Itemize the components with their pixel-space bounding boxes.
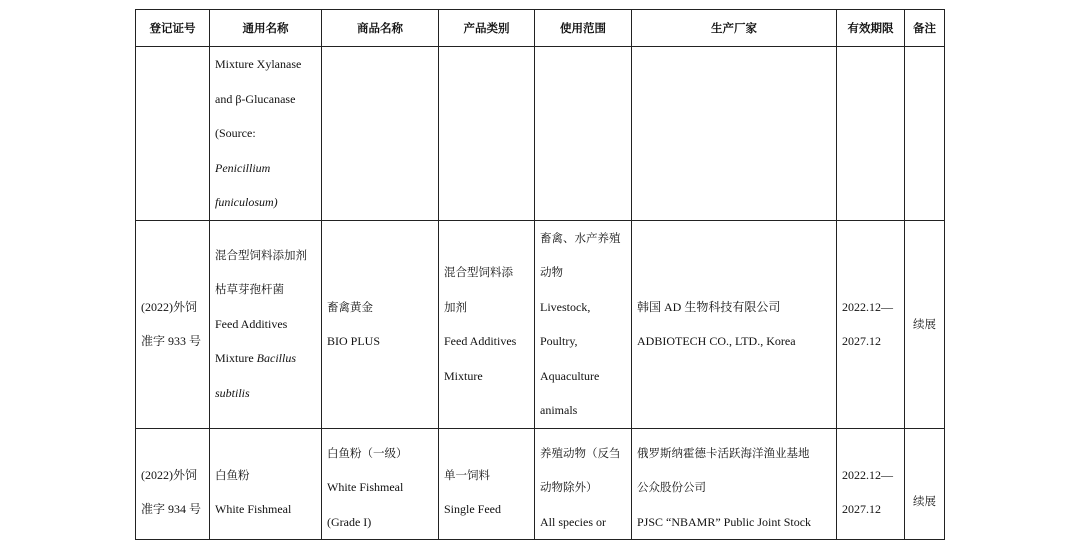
cell-scope xyxy=(535,428,632,540)
scope-line: All species or xyxy=(540,514,606,529)
cell-trade-name xyxy=(322,428,439,540)
reg-no-line: (2022)外饲 xyxy=(141,467,197,482)
generic-name-line xyxy=(215,185,316,220)
scope-line: Poultry, xyxy=(540,334,578,348)
cell-trade-name xyxy=(322,47,439,221)
generic-name-line: Feed Additives xyxy=(215,316,288,331)
header-reg-no: 登记证号 xyxy=(136,10,210,47)
generic-name-line: Mixture Xylanase xyxy=(215,57,302,71)
generic-name-line: 混合型饲料添加剂 xyxy=(215,247,307,262)
category-line: 单一饲料 xyxy=(444,467,490,482)
cell-manufacturer xyxy=(632,47,837,221)
trade-name-line: BIO PLUS xyxy=(327,334,381,348)
scope-line: 动物 xyxy=(540,265,563,279)
category-line: Feed Additives xyxy=(444,334,517,348)
cell-category xyxy=(439,428,535,540)
cell-scope xyxy=(535,47,632,221)
trade-name-line: 白鱼粉（一级） xyxy=(327,445,408,460)
cell-generic-name xyxy=(210,220,322,428)
validity-line: 2022.12— xyxy=(842,467,893,482)
scope-line: 动物除外） xyxy=(540,480,598,494)
cell-trade-name xyxy=(322,220,439,428)
cell-validity xyxy=(837,220,905,428)
trade-name-line: (Grade I) xyxy=(327,514,372,529)
reg-no-line: 准字 934 号 xyxy=(141,502,202,517)
trade-name-line: 畜禽黄金 xyxy=(327,299,373,314)
header-category: 产品类别 xyxy=(439,10,535,47)
generic-name-line: 枯草芽孢杆菌 xyxy=(215,282,284,297)
cell-generic-name xyxy=(210,47,322,221)
cell-generic-name xyxy=(210,428,322,540)
scope-line: 畜禽、水产养殖 xyxy=(540,230,621,245)
scope-line: 养殖动物（反刍 xyxy=(540,445,621,460)
header-manufacturer: 生产厂家 xyxy=(632,10,837,47)
category-line: 混合型饲料添 xyxy=(444,265,513,279)
header-row xyxy=(136,10,945,47)
trade-name-line: White Fishmeal xyxy=(327,480,404,494)
registration-table xyxy=(135,9,945,540)
header-remark: 备注 xyxy=(905,10,945,47)
manufacturer-line: PJSC “NBAMR” Public Joint Stock xyxy=(637,514,812,529)
table-row xyxy=(136,220,945,428)
header-trade-name: 商品名称 xyxy=(322,10,439,47)
scope-line: Aquaculture xyxy=(540,368,600,383)
cell-category xyxy=(439,220,535,428)
generic-name-line: and β-Glucanase xyxy=(215,91,296,106)
generic-name-italic: funiculosum) xyxy=(215,195,278,209)
manufacturer-line: 公众股份公司 xyxy=(637,480,706,494)
cell-remark xyxy=(905,428,945,540)
scope-line: animals xyxy=(540,403,578,417)
reg-no-line: (2022)外饲 xyxy=(141,299,197,314)
cell-reg-no xyxy=(136,220,210,428)
generic-name-line: (Source: xyxy=(215,126,256,140)
category-line: Mixture xyxy=(444,368,483,383)
cell-manufacturer xyxy=(632,220,837,428)
cell-remark xyxy=(905,47,945,221)
cell-validity xyxy=(837,428,905,540)
scope-line: Livestock, xyxy=(540,299,591,314)
cell-manufacturer xyxy=(632,428,837,540)
generic-name-line: subtilis xyxy=(215,385,250,400)
reg-no-line: 准字 933 号 xyxy=(141,334,202,348)
cell-remark: 续展 xyxy=(905,220,945,428)
generic-name-line: White Fishmeal xyxy=(215,502,292,517)
cell-reg-no xyxy=(136,47,210,221)
validity-line: 2022.12— xyxy=(842,299,893,314)
header-generic-name: 通用名称 xyxy=(210,10,322,47)
header-scope: 使用范围 xyxy=(535,10,632,47)
category-line: 加剂 xyxy=(444,299,467,314)
cell-reg-no xyxy=(136,428,210,540)
header-validity: 有效期限 xyxy=(837,10,905,47)
manufacturer-line: 韩国 AD 生物科技有限公司 xyxy=(637,299,781,314)
manufacturer-line: ADBIOTECH CO., LTD., Korea xyxy=(637,334,796,348)
table-row xyxy=(136,47,945,221)
cell-validity xyxy=(837,47,905,221)
validity-line: 2027.12 xyxy=(842,502,881,517)
species-italic: Bacillus xyxy=(256,351,296,366)
remark-line: 续展 xyxy=(913,493,936,508)
generic-name-line: 白鱼粉 xyxy=(215,467,250,482)
manufacturer-line: 俄罗斯纳霍德卡活跃海洋渔业基地 xyxy=(637,445,810,460)
cell-category xyxy=(439,47,535,221)
validity-line: 2027.12 xyxy=(842,334,881,348)
generic-name-line: Penicillium xyxy=(215,160,271,175)
cell-scope xyxy=(535,220,632,428)
table-row xyxy=(136,428,945,540)
category-line: Single Feed xyxy=(444,502,501,517)
generic-name-line: Mixture Bacillus xyxy=(215,351,296,366)
